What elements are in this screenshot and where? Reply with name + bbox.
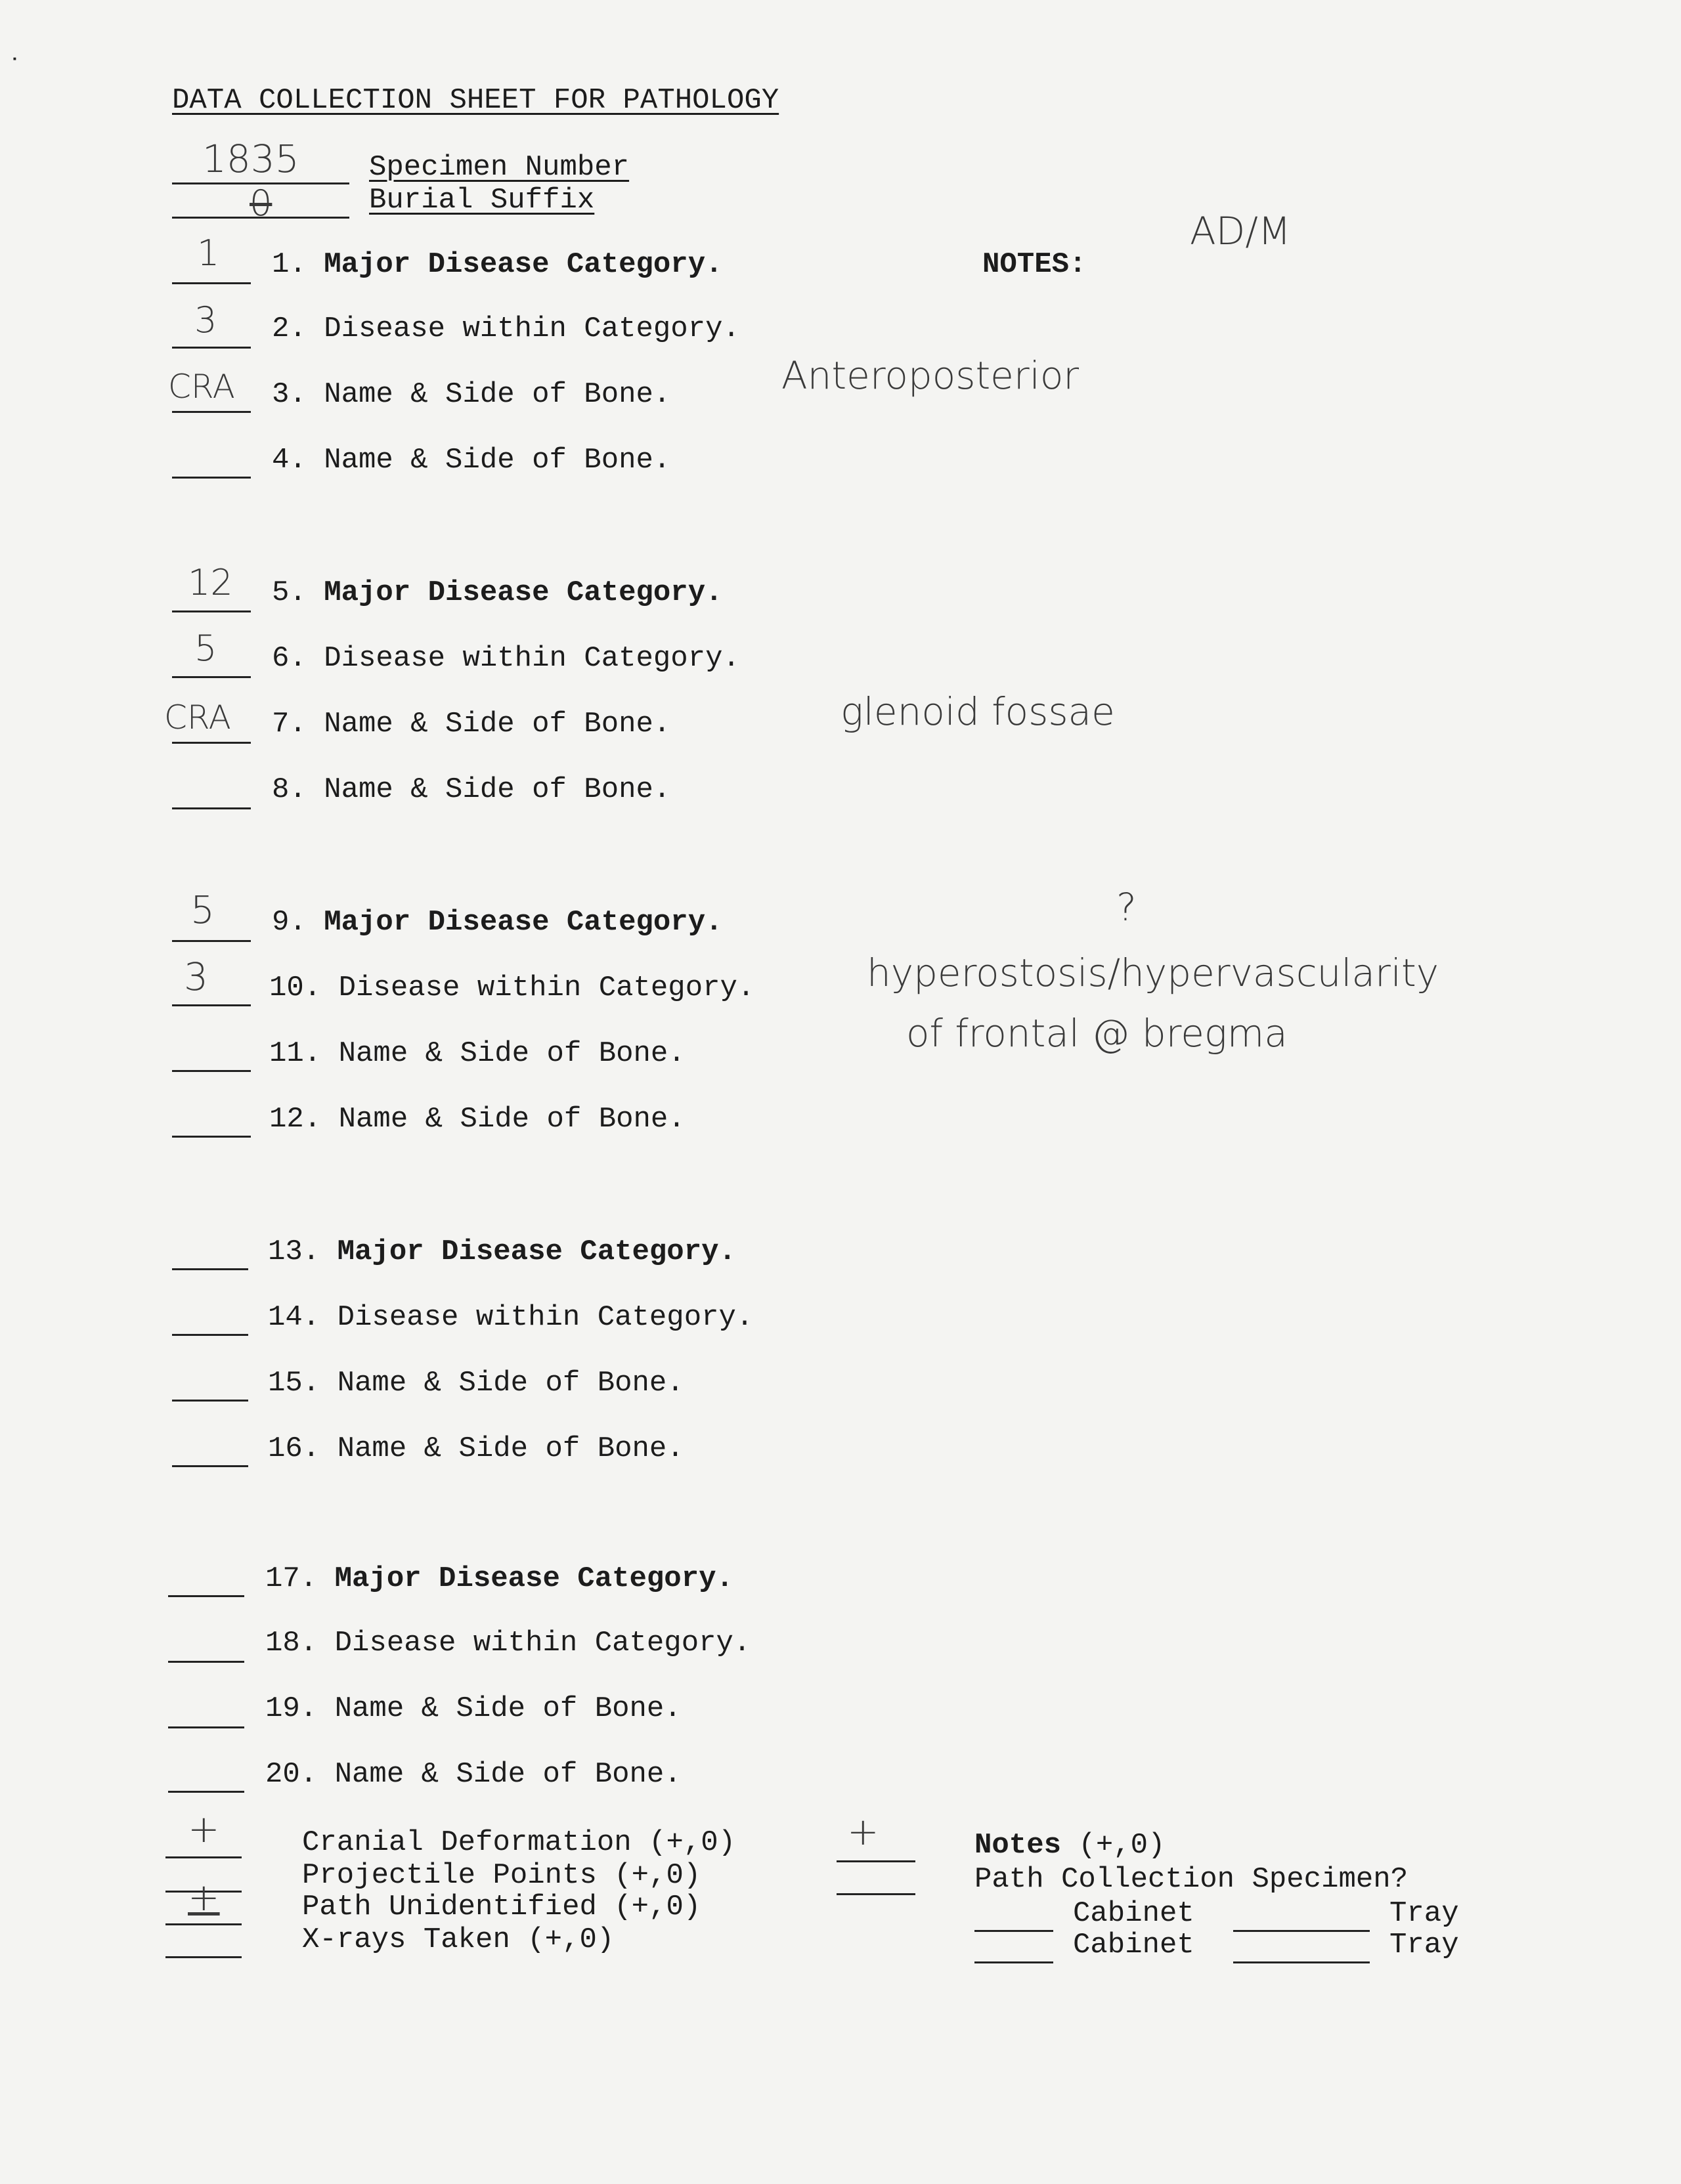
item-10-label: Disease within Category. xyxy=(338,972,755,1004)
item-4 xyxy=(272,444,670,477)
sheet-title: DATA COLLECTION SHEET FOR PATHOLOGY xyxy=(172,84,779,117)
item-11-label: Name & Side of Bone. xyxy=(338,1037,686,1070)
item-2-label: Disease within Category. xyxy=(324,312,740,345)
item-20-label: Name & Side of Bone. xyxy=(334,1758,682,1791)
item-3-value: CRA xyxy=(168,368,235,406)
item-10 xyxy=(269,972,754,1004)
item-15 xyxy=(268,1367,684,1400)
tray-1-label: Tray xyxy=(1389,1897,1459,1930)
item-19-label: Name & Side of Bone. xyxy=(334,1692,682,1725)
item-2 xyxy=(272,312,740,345)
item-17-label: Major Disease Category. xyxy=(334,1562,733,1595)
item-4-label: Name & Side of Bone. xyxy=(324,444,671,477)
item-3-num: 3. xyxy=(272,378,307,411)
item-12-label: Name & Side of Bone. xyxy=(338,1103,686,1136)
item-18-line xyxy=(168,1661,244,1663)
item-13-line xyxy=(172,1268,248,1270)
item-7 xyxy=(272,708,670,740)
cabinet-2-label: Cabinet xyxy=(1073,1929,1194,1961)
item-14-line xyxy=(172,1334,248,1336)
flag-path-collection-line xyxy=(837,1893,915,1895)
item-17-line xyxy=(168,1595,244,1597)
item-14 xyxy=(268,1301,753,1334)
item-8-num: 8. xyxy=(272,773,307,806)
item-8 xyxy=(272,773,670,806)
item-5 xyxy=(272,576,723,609)
item-1 xyxy=(272,248,723,281)
item-17-num: 17. xyxy=(265,1562,318,1595)
item-3-line xyxy=(172,411,251,413)
cabinet-1-line xyxy=(974,1930,1053,1932)
item-9-num: 9. xyxy=(272,906,307,939)
item-20-line xyxy=(168,1791,244,1793)
item-5-num: 5. xyxy=(272,576,307,609)
item-12 xyxy=(269,1103,686,1136)
flag-unidentified-line xyxy=(165,1923,242,1925)
flag-notes-line xyxy=(837,1860,915,1862)
item-16-line xyxy=(172,1465,248,1467)
notes-header: NOTES: xyxy=(982,248,1087,281)
specimen-number-value: 1835 xyxy=(202,137,299,181)
item-2-num: 2. xyxy=(272,312,307,345)
item-5-line xyxy=(172,610,251,612)
item-6-num: 6. xyxy=(272,642,307,675)
item-18-label: Disease within Category. xyxy=(334,1627,751,1659)
item-14-num: 14. xyxy=(268,1301,320,1334)
item-15-label: Name & Side of Bone. xyxy=(337,1367,684,1400)
flag-cranial-label: Cranial Deformation (+,0) xyxy=(302,1826,736,1859)
item-9-line xyxy=(172,940,251,942)
flag-unidentified-label: Path Unidentified (+,0) xyxy=(302,1891,701,1923)
item-3 xyxy=(272,378,670,411)
item-17 xyxy=(265,1562,733,1595)
item-12-num: 12. xyxy=(269,1103,322,1136)
item-1-label: Major Disease Category. xyxy=(324,248,723,281)
item-12-line xyxy=(172,1136,251,1138)
item-11-line xyxy=(172,1070,251,1072)
item-19 xyxy=(265,1692,682,1725)
item-20 xyxy=(265,1758,682,1791)
tray-2-label: Tray xyxy=(1389,1929,1459,1961)
scan-mark: ■ xyxy=(13,56,16,62)
item-16-label: Name & Side of Bone. xyxy=(337,1432,684,1465)
item-8-label: Name & Side of Bone. xyxy=(324,773,671,806)
item-9-label: Major Disease Category. xyxy=(324,906,723,939)
item-5-label: Major Disease Category. xyxy=(324,576,723,609)
item-7-line xyxy=(172,742,251,744)
item-11-num: 11. xyxy=(269,1037,322,1070)
item-19-num: 19. xyxy=(265,1692,318,1725)
item-3-note: Anteroposterior xyxy=(781,353,1080,398)
tray-1-line xyxy=(1233,1930,1370,1932)
item-10-note: hyperostosis/hypervascularity xyxy=(867,951,1439,995)
item-10-line xyxy=(172,1004,251,1006)
item-3-label: Name & Side of Bone. xyxy=(324,378,671,411)
cabinet-2-line xyxy=(974,1961,1053,1963)
item-11-note: of frontal @ bregma xyxy=(906,1011,1288,1056)
item-10-value: 3 xyxy=(184,954,208,999)
item-9-value: 5 xyxy=(190,888,215,932)
item-7-note: glenoid fossae xyxy=(840,689,1115,734)
item-2-value: 3 xyxy=(194,299,217,341)
flag-xrays-line xyxy=(165,1956,242,1958)
item-11 xyxy=(269,1037,686,1070)
item-18 xyxy=(265,1627,751,1659)
cabinet-1-label: Cabinet xyxy=(1073,1897,1194,1930)
flag-path-collection-label: Path Collection Specimen? xyxy=(974,1863,1408,1896)
item-1-value: 1 xyxy=(197,232,220,274)
item-20-num: 20. xyxy=(265,1758,318,1791)
item-1-line xyxy=(172,282,251,284)
flag-notes-label xyxy=(974,1829,1165,1862)
item-13 xyxy=(268,1235,736,1268)
flag-unidentified-value: + xyxy=(188,1875,220,1919)
notes-value: AD/M xyxy=(1190,209,1291,253)
flag-notes-value: + xyxy=(847,1809,879,1854)
item-19-line xyxy=(168,1726,244,1728)
item-1-num: 1. xyxy=(272,248,307,281)
item-16 xyxy=(268,1432,684,1465)
item-6 xyxy=(272,642,740,675)
item-4-line xyxy=(172,477,251,479)
flag-notes-label-bold: Notes xyxy=(974,1829,1062,1862)
item-9 xyxy=(272,906,723,939)
specimen-number-label: Specimen Number xyxy=(369,151,630,184)
flag-cranial-value: + xyxy=(188,1807,220,1851)
item-4-num: 4. xyxy=(272,444,307,477)
item-16-num: 16. xyxy=(268,1432,320,1465)
item-15-line xyxy=(172,1400,248,1402)
item-7-num: 7. xyxy=(272,708,307,740)
flag-notes-label-rest: (+,0) xyxy=(1061,1829,1166,1862)
item-6-line xyxy=(172,676,251,678)
item-10-num: 10. xyxy=(269,972,322,1004)
tray-2-line xyxy=(1233,1961,1370,1963)
item-6-label: Disease within Category. xyxy=(324,642,740,675)
item-5-value: 12 xyxy=(188,562,233,603)
item-7-label: Name & Side of Bone. xyxy=(324,708,671,740)
item-15-num: 15. xyxy=(268,1367,320,1400)
item-8-line xyxy=(172,807,251,809)
item-18-num: 18. xyxy=(265,1627,318,1659)
flag-cranial-line xyxy=(165,1856,242,1858)
burial-suffix-label: Burial Suffix xyxy=(369,184,595,217)
item-13-num: 13. xyxy=(268,1235,320,1268)
flag-xrays-label: X-rays Taken (+,0) xyxy=(302,1923,615,1956)
item-7-value: CRA xyxy=(164,698,231,737)
burial-suffix-value: 0 xyxy=(250,182,273,224)
item-2-line xyxy=(172,347,251,349)
question-mark: ? xyxy=(1116,885,1137,930)
item-13-label: Major Disease Category. xyxy=(337,1235,736,1268)
item-6-value: 5 xyxy=(194,628,217,669)
item-14-label: Disease within Category. xyxy=(337,1301,754,1334)
flag-projectile-label: Projectile Points (+,0) xyxy=(302,1859,701,1892)
